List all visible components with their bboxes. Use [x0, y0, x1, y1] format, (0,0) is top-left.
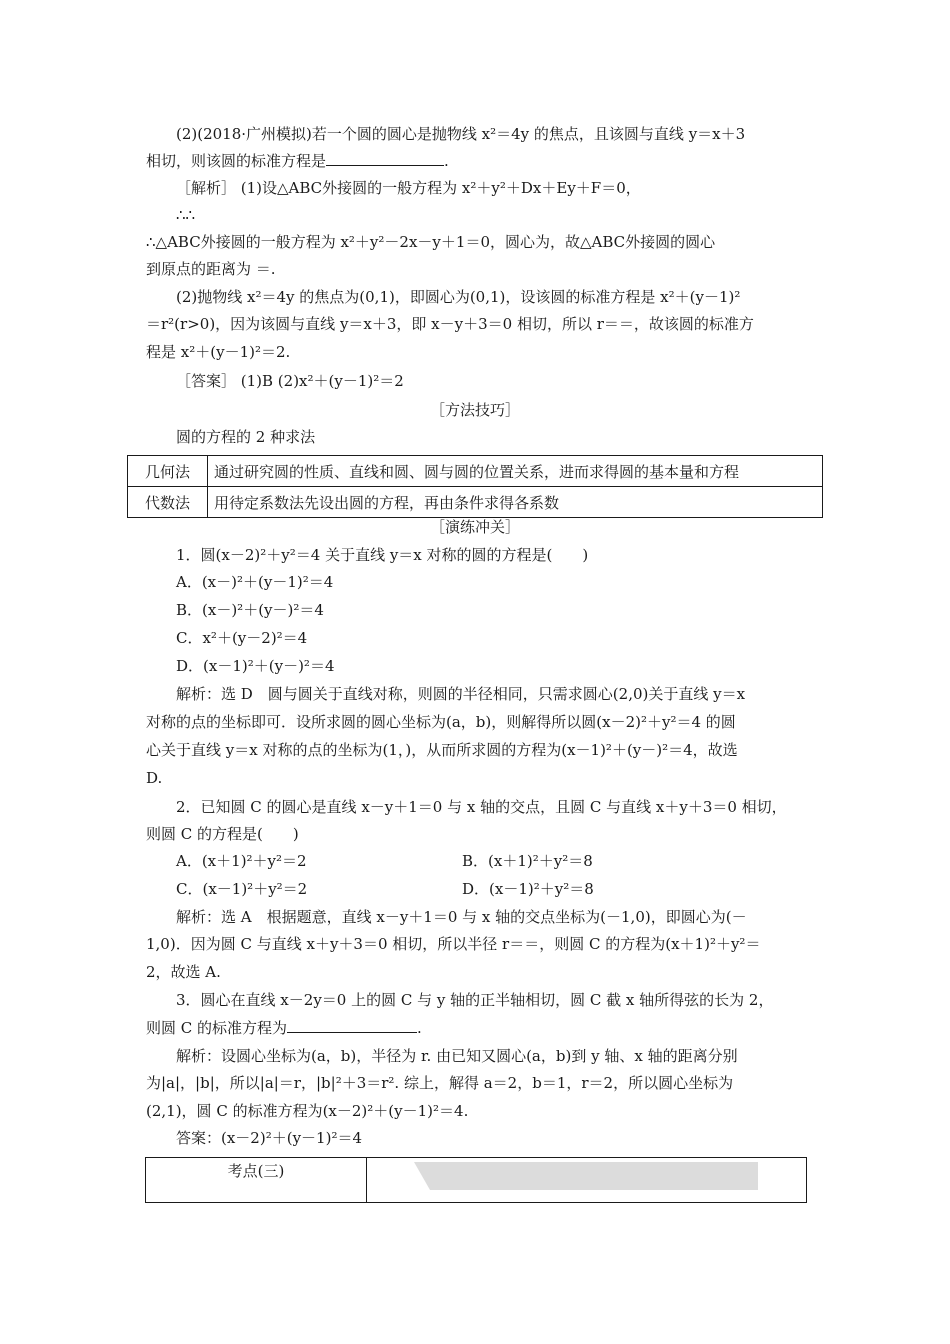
divider — [366, 1158, 367, 1202]
kaodian-label: 考点(三) — [227, 1162, 285, 1180]
blank — [326, 151, 444, 166]
table-row — [128, 487, 823, 518]
section-heading: ［演练冲关］ — [429, 518, 520, 536]
solution-line: 2，故选 A. — [146, 963, 221, 981]
option-a: A．(x＋1)²＋y²＝2 — [176, 852, 307, 870]
solution-line: D. — [146, 769, 163, 787]
question-3: 则圆 C 的标准方程为 . — [146, 1019, 422, 1037]
solution-line: 解析：设圆心坐标为(a，b)，半径为 r. 由已知又圆心(a，b)到 y 轴、x 轴的距离分别 — [176, 1047, 738, 1065]
solution-line: 对称的点的坐标即可．设所求圆的圆心坐标为(a，b)，则解得所以圆(x－2)²＋y²＝4 的圆 — [146, 713, 736, 731]
table-row — [128, 456, 823, 487]
text-line: 程是 x²＋(y－1)²＝2. — [146, 343, 291, 361]
option-d: D．(x－1)²＋(y－)²＝4 — [176, 657, 335, 675]
option-a: A．(x－)²＋(y－1)²＝4 — [176, 573, 334, 591]
text-line: ［解析］ (1)设△ABC外接圆的一般方程为 x²＋y²＋Dx＋Ey＋F＝0， — [176, 179, 641, 197]
option-d: D．(x－1)²＋y²＝8 — [462, 880, 594, 898]
solution-line: 解析：选 D 圆与圆关于直线对称，则圆的半径相同，只需求圆心(2,0)关于直线 y＝x — [176, 685, 746, 703]
method-name: 几何法 — [128, 456, 208, 487]
text-line: (2)抛物线 x²＝4y 的焦点为(0,1)，即圆心为(0,1)，设该圆的标准方程是 x²＋(y－1)² — [176, 288, 741, 306]
text-line: ∴∴ — [176, 206, 196, 224]
text-line: ＝r²(r>0)，因为该圆与直线 y＝x＋3，即 x－y＋3＝0 相切，所以 r＝＝，故该圆的标准方 — [146, 315, 754, 333]
question-2: 则圆 C 的方程是( ) — [146, 825, 299, 843]
banner-shape — [414, 1162, 758, 1190]
blank — [287, 1018, 417, 1033]
solution-line: 为|a|，|b|，所以|a|＝r，|b|²＋3＝r². 综上，解得 a＝2，b＝1，r＝2，所以圆心坐标为 — [146, 1074, 734, 1092]
answer-line: 答案：(x－2)²＋(y－1)²＝4 — [176, 1129, 362, 1147]
method-desc: 用待定系数法先设出圆的方程，再由条件求得各系数 — [208, 487, 823, 518]
option-b: B．(x－)²＋(y－)²＝4 — [176, 601, 324, 619]
option-b: B．(x＋1)²＋y²＝8 — [462, 852, 593, 870]
option-c: C．(x－1)²＋y²＝2 — [176, 880, 308, 898]
text-line: 相切，则该圆的标准方程是 . — [146, 152, 449, 170]
solution-line: 心关于直线 y＝x 对称的点的坐标为(1，)，从而所求圆的方程为(x－1)²＋(y－)²＝4，故选 — [146, 741, 738, 759]
solution-line: (2,1)，圆 C 的标准方程为(x－2)²＋(y－1)²＝4. — [146, 1102, 469, 1120]
solution-line: 1,0)．因为圆 C 与直线 x＋y＋3＝0 相切，所以半径 r＝＝，则圆 C 的方程为(x＋1)²＋y²＝ — [146, 935, 761, 953]
method-desc: 通过研究圆的性质、直线和圆、圆与圆的位置关系，进而求得圆的基本量和方程 — [208, 456, 823, 487]
question-1: 1．圆(x－2)²＋y²＝4 关于直线 y＝x 对称的圆的方程是( ) — [176, 546, 589, 564]
method-name: 代数法 — [128, 487, 208, 518]
methods-table — [127, 455, 823, 518]
text-line: 到原点的距离为 ＝. — [146, 260, 276, 278]
text-line: 圆的方程的 2 种求法 — [176, 428, 316, 446]
text-line: ∴△ABC外接圆的一般方程为 x²＋y²－2x－y＋1＝0，圆心为，故△ABC外接圆的圆心 — [146, 233, 716, 251]
option-c: C．x²＋(y－2)²＝4 — [176, 629, 308, 647]
banner-fill — [414, 1162, 758, 1190]
answer-line: ［答案］ (1)B (2)x²＋(y－1)²＝2 — [176, 372, 404, 390]
text-line: (2)(2018·广州模拟)若一个圆的圆心是抛物线 x²＝4y 的焦点，且该圆与直线 y＝x＋3 — [176, 125, 746, 143]
section-heading: ［方法技巧］ — [429, 401, 520, 419]
kaodian-banner — [145, 1157, 807, 1203]
question-2: 2．已知圆 C 的圆心是直线 x－y＋1＝0 与 x 轴的交点，且圆 C 与直线 x＋y＋3＝0 相切， — [176, 798, 787, 816]
question-3: 3．圆心在直线 x－2y＝0 上的圆 C 与 y 轴的正半轴相切，圆 C 截 x 轴所得弦的长为 2， — [176, 991, 774, 1009]
solution-line: 解析：选 A 根据题意，直线 x－y＋1＝0 与 x 轴的交点坐标为(－1,0)，即圆心为(－ — [176, 908, 747, 926]
